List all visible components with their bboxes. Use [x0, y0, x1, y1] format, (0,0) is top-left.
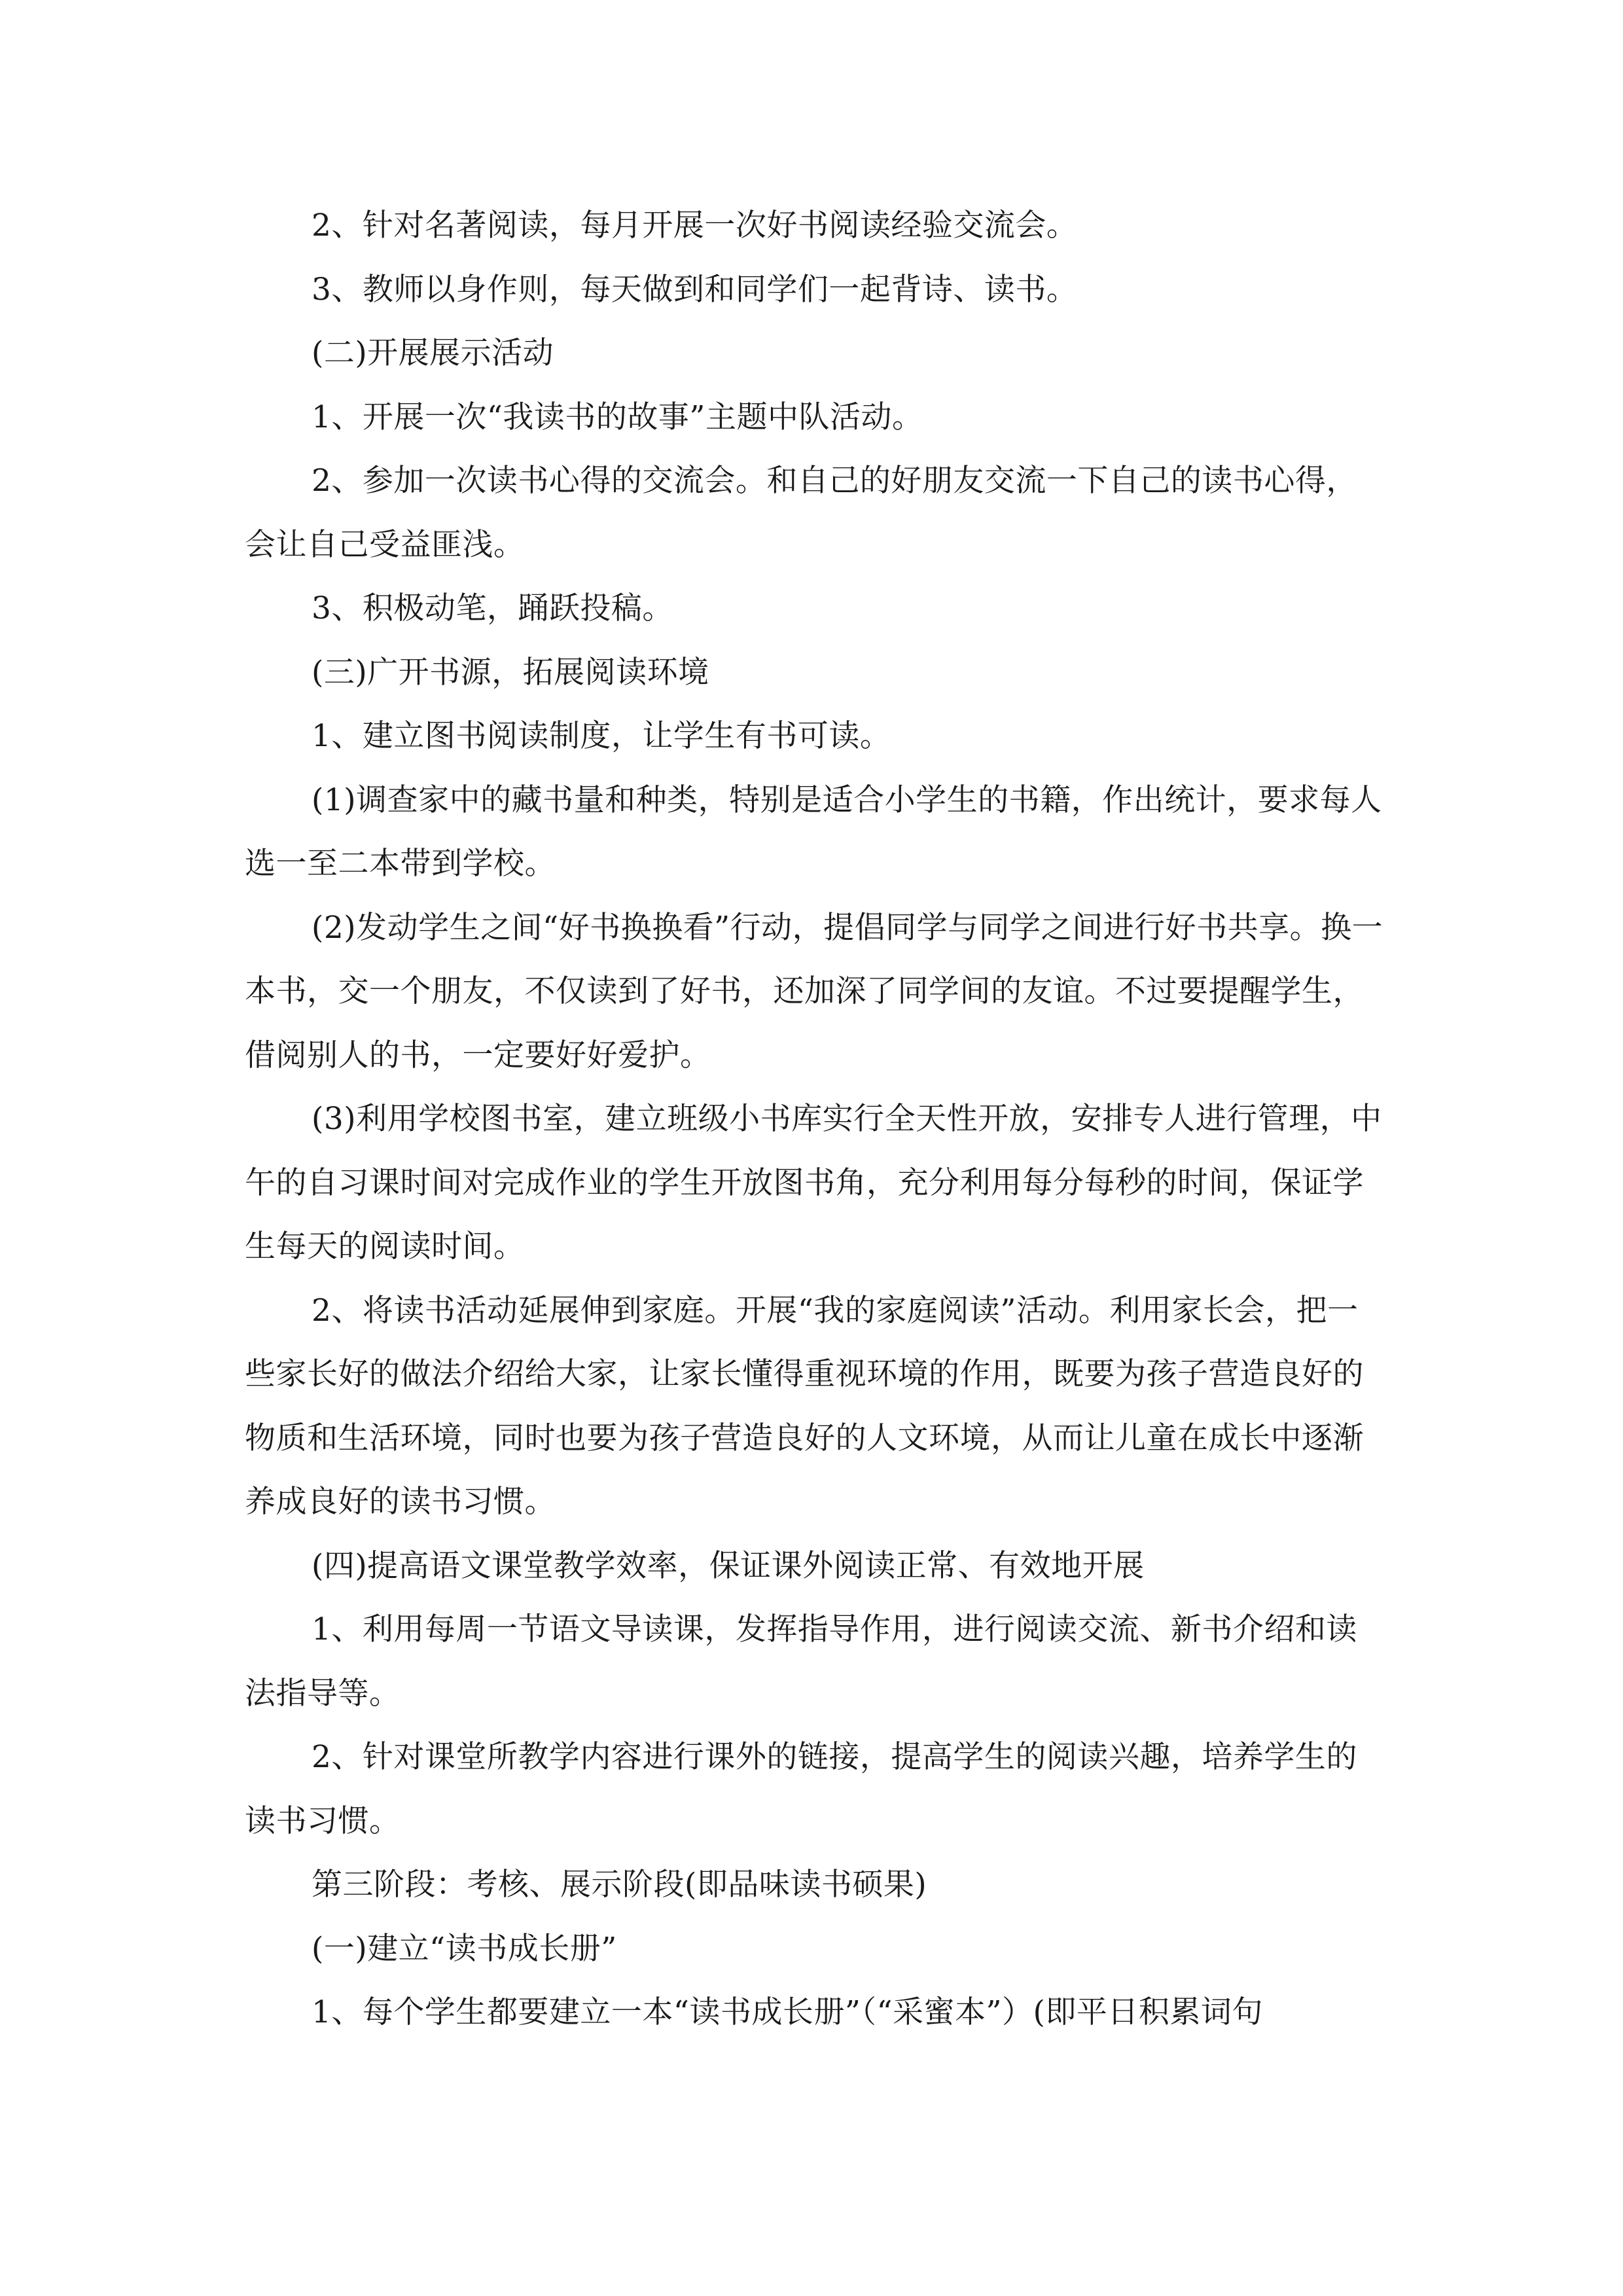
stage-heading: 第三阶段：考核、展示阶段(即品味读书硕果) — [312, 1867, 927, 1903]
paragraph: 3、教师以身作则，每天做到和同学们一起背诗、读书。 — [312, 271, 1078, 308]
paragraph: 2、针对名著阅读，每月开展一次好书阅读经验交流会。 — [312, 207, 1078, 243]
paragraph: 1、建立图书阅读制度，让学生有书可读。 — [312, 718, 891, 754]
paragraph: 3、积极动笔，踊跃投稿。 — [312, 590, 673, 626]
paragraph: (3)利用学校图书室，建立班级小书库实行全天性开放，安排专人进行管理，中午的自习课时间对完成作业的学生开放图书角，充分利用每分每秒的时间，保证学生每天的阅读时间。 — [245, 1101, 1382, 1265]
paragraph: 1、每个学生都要建立一本“读书成长册”（“采蜜本”）(即平日积累词句 — [312, 1994, 1263, 2030]
paragraph: 2、参加一次读书心得的交流会。和自己的好朋友交流一下自己的读书心得，会让自己受益匪浅。 — [245, 463, 1357, 563]
paragraph: (1)调查家中的藏书量和种类，特别是适合小学生的书籍，作出统计，要求每人选一至二本带到学校。 — [245, 781, 1382, 882]
paragraph: 2、针对课堂所教学内容进行课外的链接，提高学生的阅读兴趣，培养学生的读书习惯。 — [245, 1739, 1357, 1839]
document-body — [245, 194, 1383, 2045]
paragraph: 1、开展一次“我读书的故事”主题中队活动。 — [312, 399, 923, 435]
paragraph: 2、将读书活动延展伸到家庭。开展“我的家庭阅读”活动。利用家长会，把一些家长好的做法介绍给大家，让家长懂得重视环境的作用，既要为孩子营造良好的物质和生活环境，同时也要为孩子营造良好的人文环境，从而让儿童在成长中逐渐养成良好的读书习惯。 — [245, 1292, 1364, 1520]
paragraph: 1、利用每周一节语文导读课，发挥指导作用，进行阅读交流、新书介绍和读法指导等。 — [245, 1611, 1357, 1712]
section-heading: (三)广开书源，拓展阅读环境 — [312, 654, 709, 691]
paragraph: (2)发动学生之间“好书换换看”行动，提倡同学与同学之间进行好书共享。换一本书，交一个朋友，不仅读到了好书，还加深了同学间的友谊。不过要提醒学生，借阅别人的书，一定要好好爱护。 — [245, 909, 1383, 1073]
section-heading: (二)开展展示活动 — [312, 335, 554, 371]
section-heading: (一)建立“读书成长册” — [312, 1930, 617, 1967]
section-heading: (四)提高语文课堂教学效率，保证课外阅读正常、有效地开展 — [312, 1547, 1145, 1584]
